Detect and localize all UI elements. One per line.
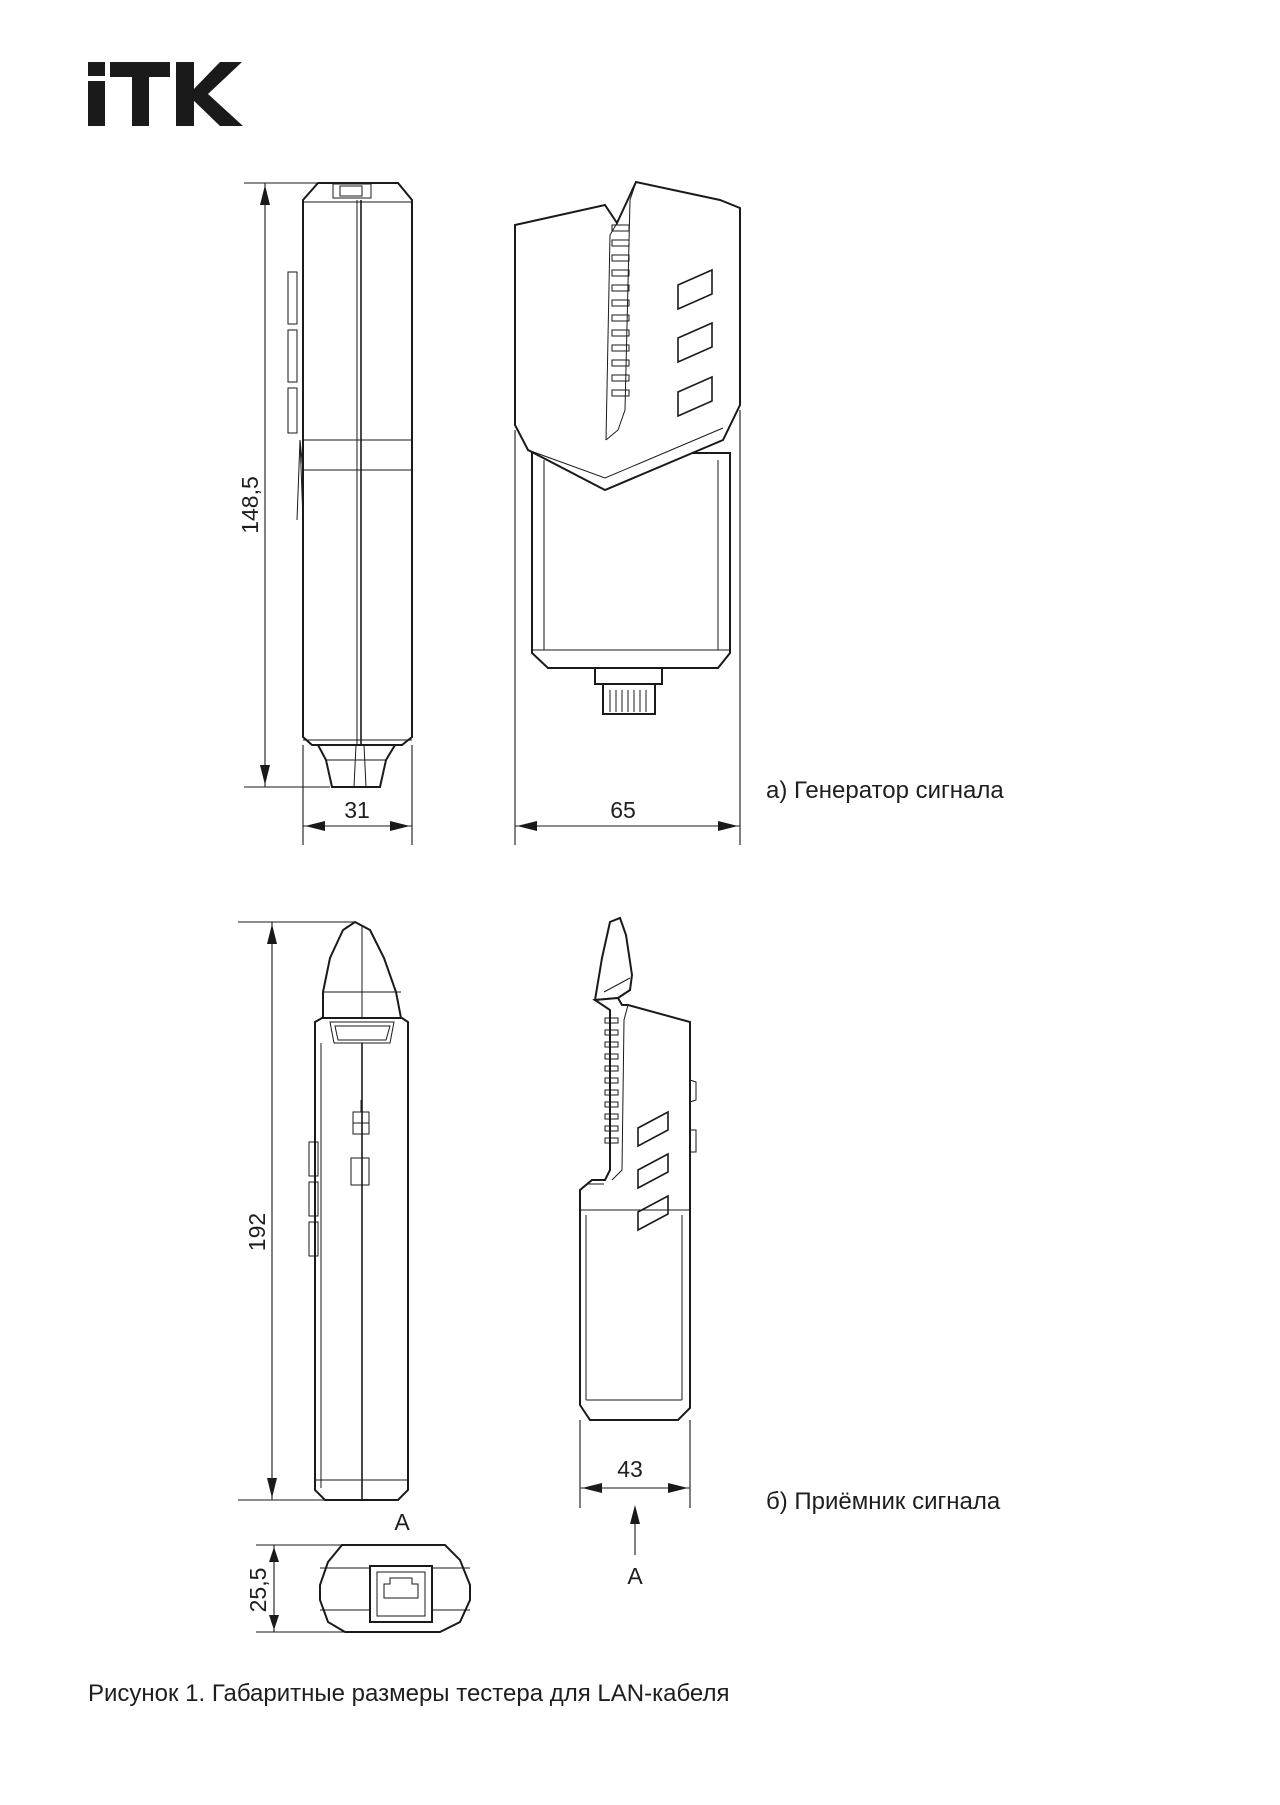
generator-side-view	[288, 183, 412, 787]
generator-front-view	[515, 182, 740, 714]
view-arrow-a	[627, 1505, 643, 1589]
generator-side-width-label: 31	[344, 797, 370, 823]
figure-title: Рисунок 1. Габаритные размеры тестера для LAN-кабеля	[88, 1680, 730, 1707]
receiver-height-label: 192	[244, 1212, 270, 1252]
receiver-bottom-height-label: 25,5	[245, 1567, 271, 1613]
receiver-bottom-view	[320, 1509, 470, 1632]
receiver-profile-view	[580, 918, 696, 1420]
section-a-label: A	[394, 1509, 410, 1535]
receiver-caption: б) Приёмник сигнала	[766, 1488, 1001, 1515]
receiver-side-view	[309, 922, 408, 1500]
receiver-side-width-label: 43	[617, 1456, 643, 1482]
rj45-port	[370, 1566, 432, 1622]
generator-front-width-label: 65	[610, 797, 636, 823]
dimension-receiver-side-width	[580, 1420, 690, 1508]
view-arrow-a-label: A	[627, 1563, 643, 1589]
generator-height-label: 148,5	[237, 476, 263, 534]
generator-caption: а) Генератор сигнала	[766, 777, 1004, 804]
